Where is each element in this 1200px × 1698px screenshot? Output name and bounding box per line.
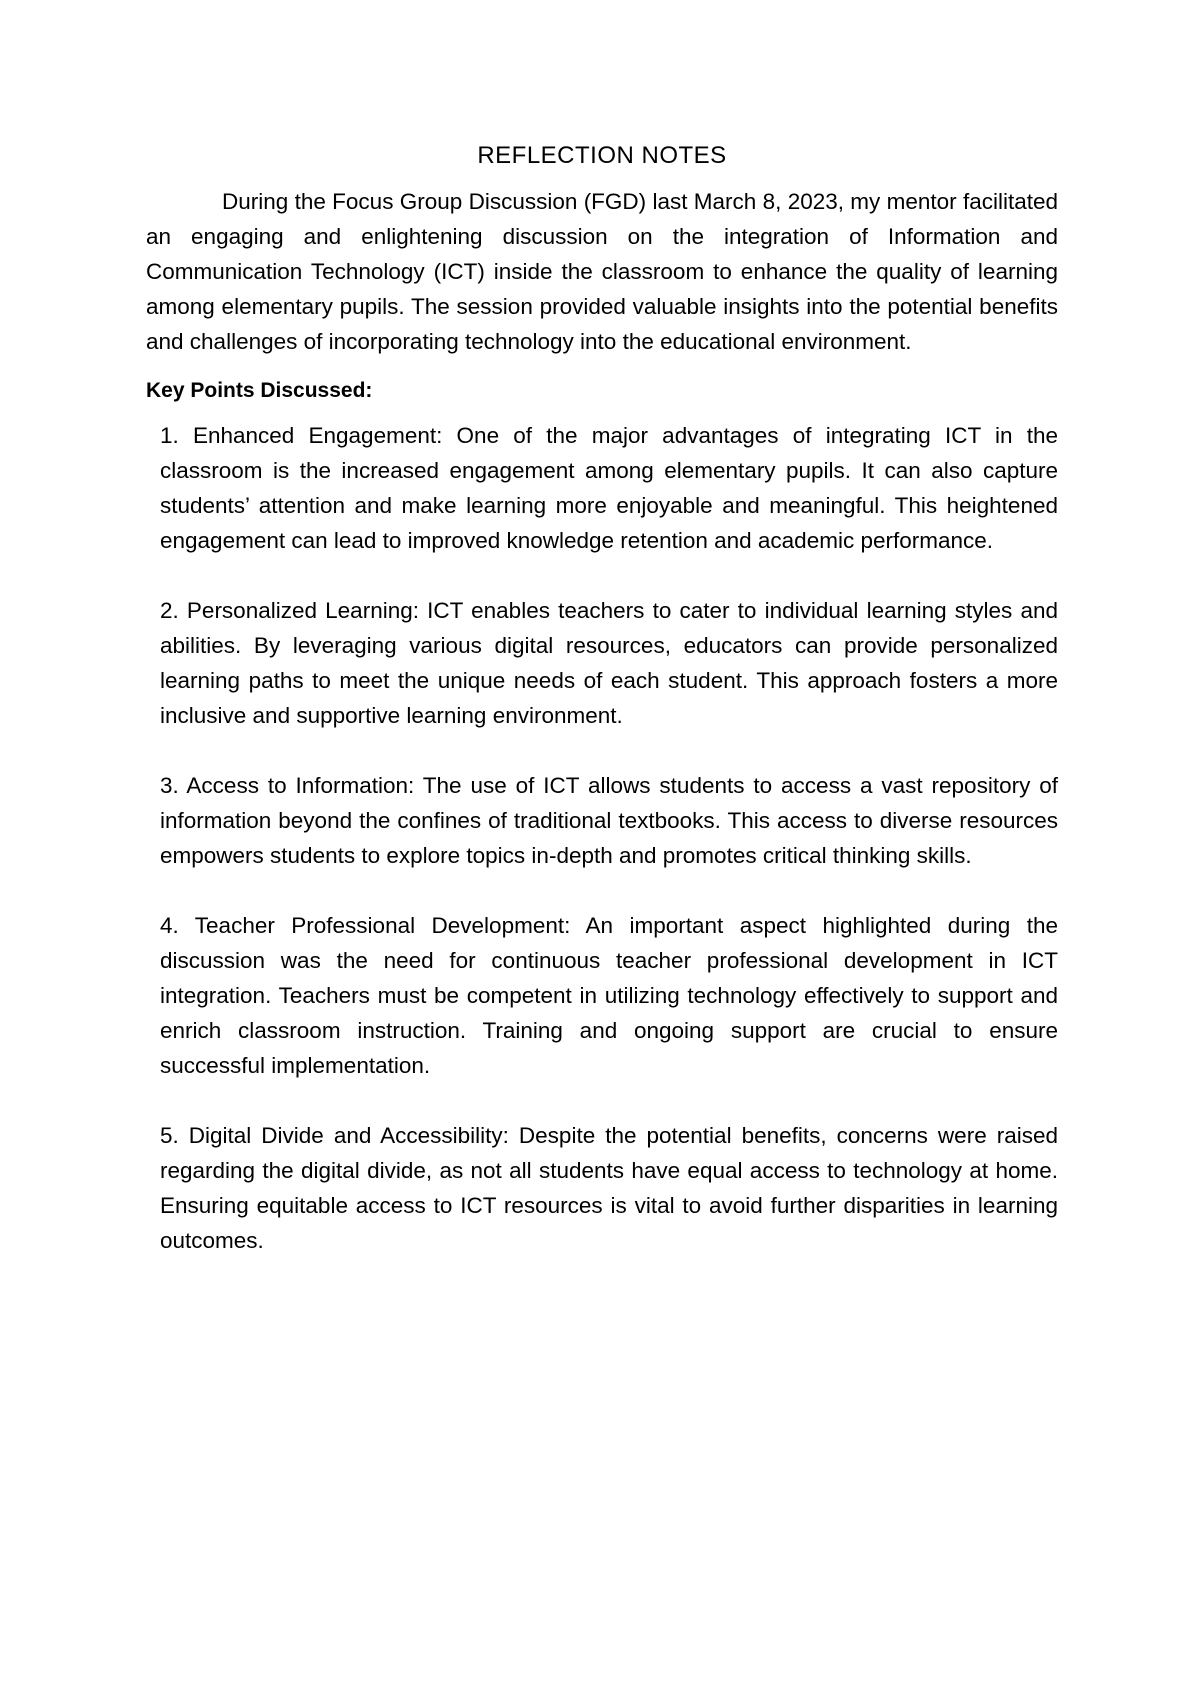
key-point-2: 2. Personalized Learning: ICT enables teachers to cater to individual learning styles and abilities. By leveraging various digital resources, educators can provide personalized learning paths to meet the unique needs of each student. This approach fosters a more inclusive and supportive learning environment.	[160, 598, 1058, 728]
key-point-3: 3. Access to Information: The use of ICT allows students to access a vast repository of information beyond the confines of traditional textbooks. This access to diverse resources empowers students to explore topics in-depth and promotes critical thinking skills.	[160, 773, 1058, 868]
intro-paragraph: During the Focus Group Discussion (FGD) last March 8, 2023, my mentor facilitated an engaging and enlightening discussion on the integration of Information and Communication Technology (ICT) inside the classroom to enhance the quality of learning among elementary pupils. The session provided valuable insights into the potential benefits and challenges of incorporating technology into the educational environment.	[146, 189, 1058, 354]
key-point-1: 1. Enhanced Engagement: One of the major advantages of integrating ICT in the classroom is the increased engagement among elementary pupils. It can also capture students’ attention and make learning more enjoyable and meaningful. This heightened engagement can lead to improved knowledge retention and academic performance.	[160, 423, 1058, 553]
key-point-5: 5. Digital Divide and Accessibility: Despite the potential benefits, concerns were raised regarding the digital divide, as not all students have equal access to technology at home. Ensuring equitable access to ICT resources is vital to avoid further disparities in learning outcomes.	[160, 1123, 1058, 1253]
key-points-heading: Key Points Discussed:	[146, 379, 373, 402]
key-point-4: 4. Teacher Professional Development: An important aspect highlighted during the discussion was the need for continuous teacher professional development in ICT integration. Teachers must be competent in utilizing technology effectively to support and enrich classroom instruction. Training and ongoing support are crucial to ensure successful implementation.	[160, 913, 1058, 1078]
document-body	[146, 142, 1058, 1293]
document-title: REFLECTION NOTES	[477, 142, 727, 169]
